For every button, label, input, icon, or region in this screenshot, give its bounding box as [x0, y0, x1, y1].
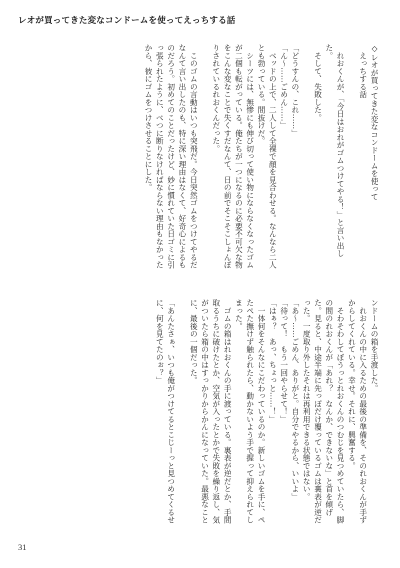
body-text-upper: ◇レオが買ってきた変なコンドームを使って えっちする話 れおくんが、「今日はおれがゴムつけてやる！」と言い出した。 そして、失敗した。 「どうすんの、これ……」 「ん～……ごめん……」 ベッドの上で、二人して全裸で顔を見合わせる。なんなら二人とも勃っている。間抜けだ。 シーツには、無惨にも伸び切って使い物にならなくなったゴムが二個も転がっている。俺たちが一つになるのに必要不可欠な物をこんな変なことで失くすだなんて、日の前でそこそこしょんぼりされているれおくんだった。 このゴムの言動はいつも突飛だ。今日突然ゴムをつけてやるだなんて言い出したのも、特に深い理由はなくて、好奇心によるものだろう。初めてのことだったけど、妙に慣れていた日ゴミに引っ張られたように、べつに断りなければならない理由もなかったから、彼にゴムをつけさせることにした。: [144, 44, 379, 269]
running-title: レオが買ってきた変なコンドームを使ってえっちする話: [18, 16, 236, 26]
body-text-lower: ンドームの箱を手渡した。 れおくんの中に入るための最後の準備を、そのれおくんが手ずからしてくれている。幸せ。それに、興奮する。 そわそわしてぼうっとれおくんのつむじを見つめていたら、脚の間のれおくんが「あれ？ なんか、できないな」と首を傾げた。見ると、中途半端に先っぽだけ覆っているゴムは裏表が逆だった。一度取り外したそれは再利用できる状態ではない。 「あ～……ごめん、ありがと。自分でやるから、いいよ」 「待って！ もう一回やらせて！」 「はぁ？ あっ、ちょっと……！」 一体何をそんなにこだわっているのか。新しいゴムを手に、ペたぺた撫けず触られたら、動かないよう手で握って抑えられてしまった。 ゴムの箱はれおくんの手に渡っている。裏表が逆だとか、手間取るうちに破けたとか、空気が入ったとかで失敗を繰り返し、気がついたら箱の中はすっかりからかんになっていた。最悪なことに、最後の一個だった。 「あんたさぁ、いつも俺がつけてるとこじーっと見つめてくるせに、何を見てたのぉ？」: [155, 299, 379, 524]
page-number: 31: [18, 542, 27, 552]
body-text-area: [28, 44, 380, 530]
